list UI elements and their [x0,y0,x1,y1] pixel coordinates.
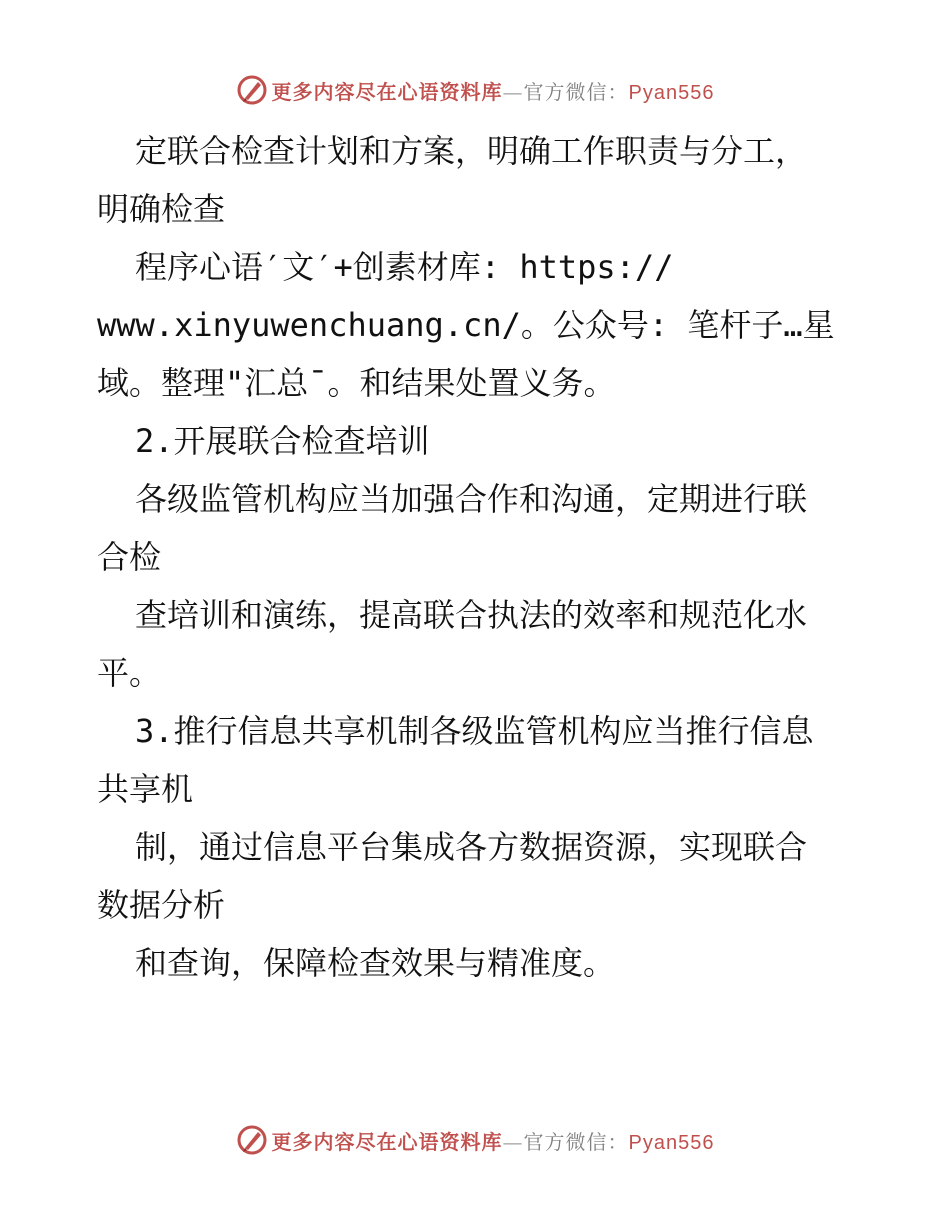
text-line: 平。 [97,654,162,692]
section-heading: 3.推行信息共享机制各级监管机构应当推行信息 [135,712,814,750]
header-banner [0,70,950,110]
text-line: 制，通过信息平台集成各方数据资源，实现联合 [135,828,808,866]
banner-dash: — [502,1129,524,1154]
text-line: 和查询，保障检查效果与精准度。 [135,944,616,982]
text-line: 数据分析 [97,886,226,924]
text-line: 域。整理"汇总¯。和结果处置义务。 [97,364,616,402]
text-line: 合检 [97,538,162,576]
text-line: 定联合检查计划和方案，明确工作职责与分工， [135,132,808,170]
banner-dash: — [502,79,524,104]
text-line: 各级监管机构应当加强合作和沟通，定期进行联 [135,480,808,518]
banner-label: 官方微信： [523,79,629,104]
text-line: 共享机 [97,770,194,808]
banner-main-text: 更多内容尽在心语资料库 [271,79,503,104]
text-line: 查培训和演练，提高联合执法的效率和规范化水 [135,596,808,634]
text-line: 程序心语′文′+创素材库: https:// [135,248,674,286]
banner-main-text: 更多内容尽在心语资料库 [271,1129,503,1154]
text-line: 明确检查 [97,190,226,228]
quill-logo-icon [236,74,268,106]
section-heading: 2.开展联合检查培训 [135,422,430,460]
body-text [97,122,857,992]
text-line: www.xinyuwenchuang.cn/。公众号: 笔杆子…星 [97,306,835,344]
quill-logo-icon [236,1124,268,1156]
banner-wechat-id: Pyan556 [628,81,715,104]
banner-wechat-id: Pyan556 [628,1131,715,1154]
banner-label: 官方微信： [523,1129,629,1154]
footer-banner [0,1120,950,1160]
